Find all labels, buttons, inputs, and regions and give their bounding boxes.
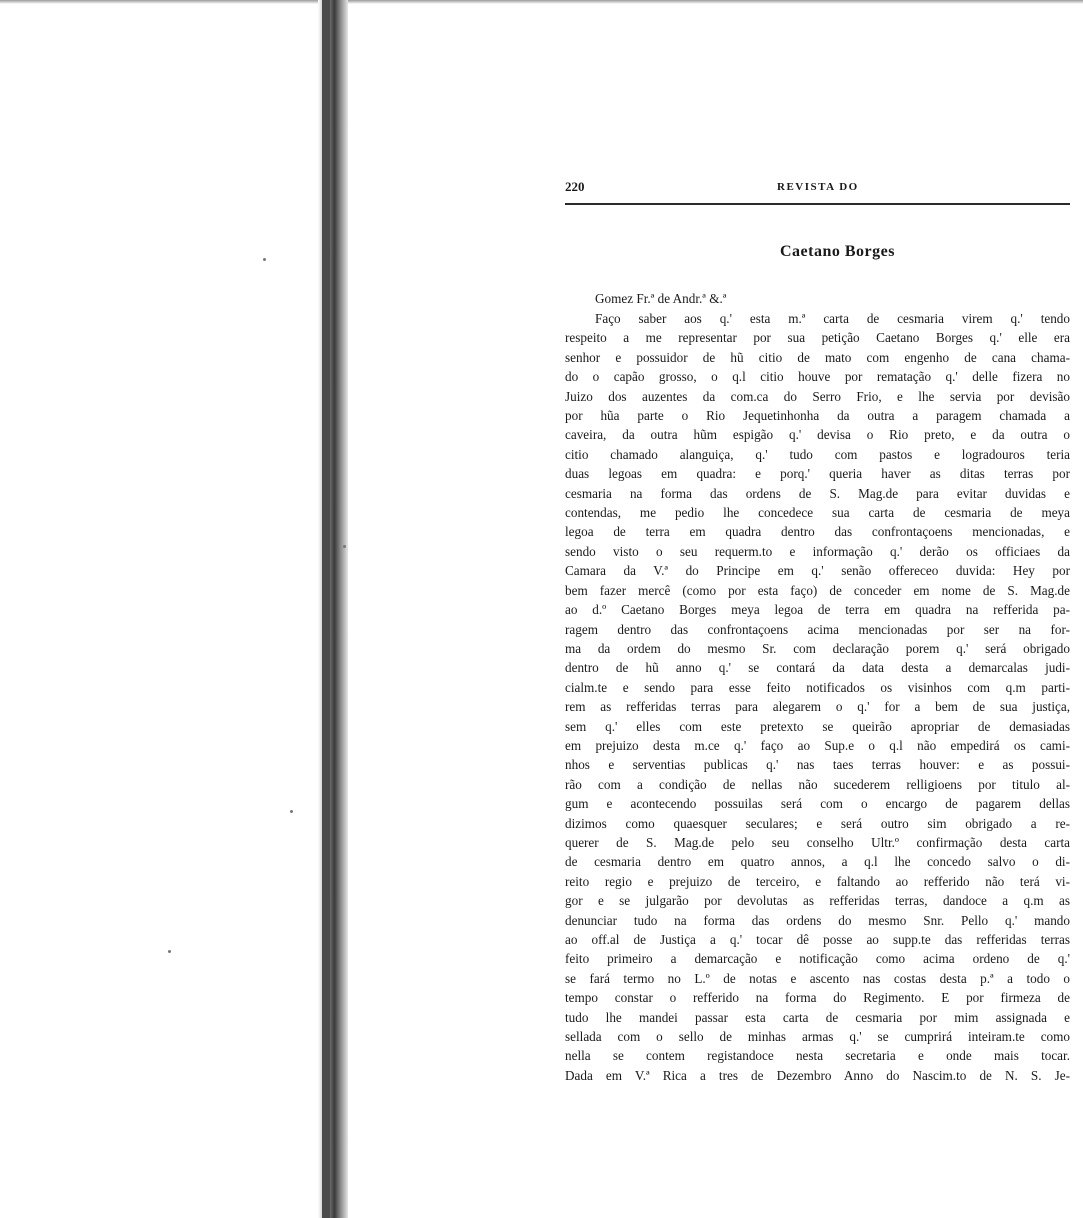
- text-line: gor e se julgarão por devolutas as refferidas terras, dandoce a q.m as: [565, 893, 1070, 909]
- text-line: nhos e serventias publicas q.' nas taes terras houver: e as possui-: [565, 757, 1070, 773]
- text-line: se fará termo no L.º de notas e ascento nas costas desta p.ª a todo o: [565, 970, 1070, 986]
- text-line: Faço saber aos q.' esta m.ª carta de cesmaria virem q.' tendo: [595, 311, 1070, 326]
- section-title: Caetano Borges: [780, 243, 895, 260]
- text-line: tudo lhe mandei passar esta carta de cesmaria por mim assignada e: [565, 1009, 1070, 1025]
- text-line: ao d.º Caetano Borges meya legoa de terra em quadra na refferida pa-: [565, 602, 1070, 618]
- text-line: Juizo dos auzentes da com.ca do Serro Frio, e lhe servia por devisão: [565, 388, 1070, 404]
- running-title: REVISTA DO: [777, 181, 859, 193]
- text-line: querer de S. Mag.de pelo seu conselho Ultr.º confirmação desta carta: [565, 834, 1070, 850]
- text-line: dentro de hũ anno q.' se contará da data desta a demarcalas judi-: [565, 660, 1070, 676]
- page-number: 220: [565, 179, 585, 194]
- text-line: tempo constar o refferido na forma do Regimento. E por firmeza de: [565, 990, 1070, 1006]
- text-line: rem as refferidas terras para alegarem o q.' for a bem de sua justiça,: [565, 699, 1070, 715]
- book-gutter-shadow: [322, 0, 330, 1218]
- text-line: reito regio e prejuizo de terceiro, e faltando ao refferido não terá vi-: [565, 873, 1070, 889]
- running-head: [565, 175, 1070, 199]
- text-line: ragem dentro das confrontaçoens acima mencionadas por ser na for-: [565, 621, 1070, 637]
- text-line: sellada com o sello de minhas armas q.' se cumprirá inteiram.te como: [565, 1029, 1070, 1045]
- text-line: senhor e possuidor de hũ citio de mato com engenho de cana chama-: [565, 349, 1070, 365]
- text-line: legoa de terra em quadra dentro das confrontaçoens mencionadas, e: [565, 524, 1070, 540]
- text-line: gum e acontecendo possuilas será com o encargo de pagarem dellas: [565, 796, 1070, 812]
- text-line: Camara da V.ª do Principe em q.' senão offereceo duvida: Hey por: [565, 563, 1070, 579]
- text-line: respeito a me representar por sua petição Caetano Borges q.' elle era: [565, 330, 1070, 346]
- text-line: Dada em V.ª Rica a tres de Dezembro Anno do Nascim.to de N. S. Je-: [565, 1067, 1070, 1083]
- text-line: cesmaria na forma das ordens de S. Mag.de para evitar duvidas e: [565, 485, 1070, 501]
- text-line: caveira, da outra hũm espigão q.' devisa o Rio preto, e da outra o: [565, 427, 1070, 443]
- text-line: citio chamado alanguiça, q.' tudo com pastos e logradouros teria: [565, 446, 1070, 462]
- paper-speck: [290, 810, 293, 813]
- text-line: de cesmaria dentro em quatro annos, a q.l lhe concedo salvo o di-: [565, 854, 1070, 870]
- text-line: dizimos como quaesquer seculares; e será outro sim obrigado a re-: [565, 815, 1070, 831]
- salutation: Gomez Fr.ª de Andr.ª &.ª: [595, 291, 727, 306]
- paper-speck: [343, 545, 346, 548]
- text-line: por hũa parte o Rio Jequetinhonha da outra a paragem chamada a: [565, 408, 1070, 424]
- text-line: denunciar tudo na forma das ordens do mesmo Snr. Pello q.' mando: [565, 912, 1070, 928]
- text-line: cialm.te e sendo para esse feito notificados os visinhos com q.m parti-: [565, 679, 1070, 695]
- text-line: ao off.al de Justiça a q.' tocar dê posse ao supp.te das refferidas terras: [565, 932, 1070, 947]
- top-edge-shadow: [0, 0, 1083, 4]
- text-line: sendo visto o seu requerm.to e informação q.' derão os officiaes da: [565, 543, 1070, 559]
- text-line: bem fazer mercê (como por esta faço) de conceder em nome de S. Mag.de: [565, 582, 1070, 598]
- paper-speck: [168, 950, 171, 953]
- text-line: sem q.' elles com este pretexto se queirão apropriar de demasiadas: [565, 718, 1070, 734]
- text-line: ma da ordem do mesmo Sr. com declaração porem q.' será obrigado: [565, 640, 1070, 656]
- text-line: duas legoas em quadra: e porq.' queria haver as ditas terras por: [565, 466, 1070, 482]
- text-line: contendas, me pedio lhe concedece sua carta de cesmaria de meya: [565, 505, 1070, 521]
- text-line: rão com a condição de nellas não sucederem relligioens por titulo al-: [565, 776, 1070, 792]
- text-line: feito primeiro a demarcação e notificação como acima ordeno de q.': [565, 951, 1070, 967]
- text-line: em prejuizo desta m.ce q.' faço ao Sup.e o q.l não empedirá os cami-: [565, 737, 1070, 753]
- body-text: [565, 309, 1070, 1085]
- paper-speck: [263, 258, 266, 261]
- book-page: [565, 175, 1070, 1085]
- header-rule: [565, 203, 1070, 205]
- text-line: nella se contem registandoce nesta secretaria e onde mais tocar.: [565, 1048, 1070, 1064]
- text-line: do o capão grosso, o q.l citio houve por rematação q.' delle fizera no: [565, 369, 1070, 385]
